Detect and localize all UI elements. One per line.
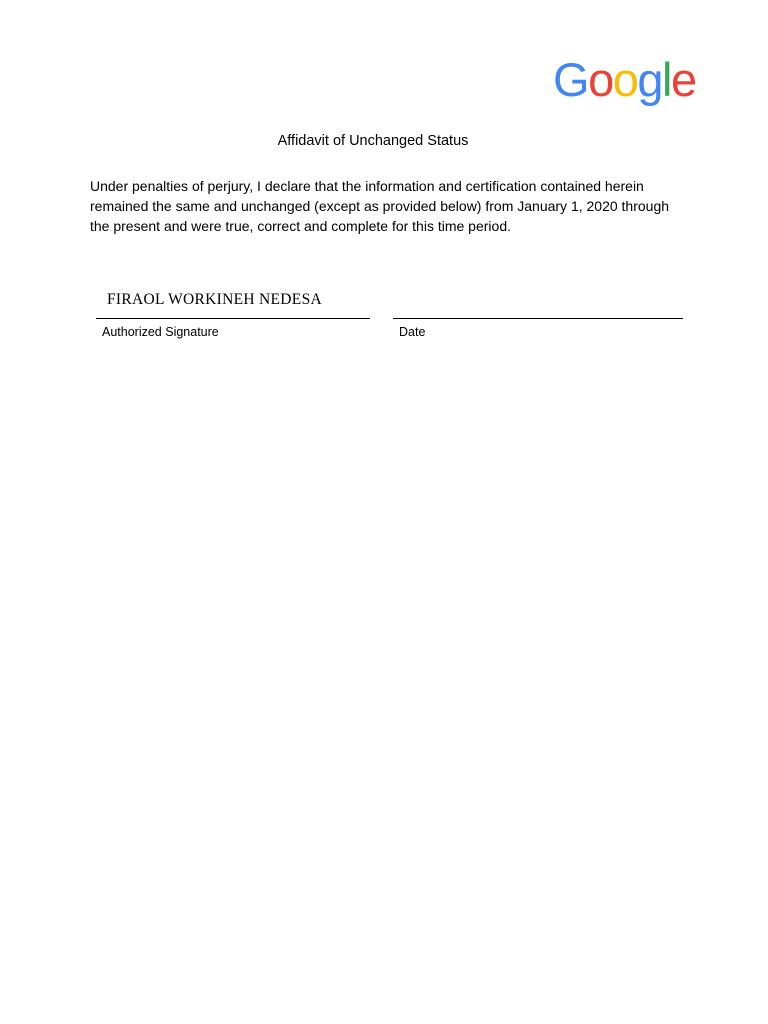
logo-letter: G	[553, 53, 589, 106]
body-line: Under penalties of perjury, I declare that the information and certification contained herein	[90, 178, 644, 194]
logo-letter: l	[661, 53, 671, 106]
body-line: remained the same and unchanged (except as provided below) from January 1, 2020 through	[90, 198, 670, 214]
date-line	[393, 318, 683, 319]
signature-line	[96, 318, 370, 319]
body-line: the present and were true, correct and complete for this time period.	[90, 218, 511, 234]
google-logo	[553, 53, 696, 106]
document-title: Affidavit of Unchanged Status	[277, 133, 469, 149]
logo-letter: o	[612, 53, 638, 106]
logo-letter: g	[637, 53, 662, 106]
affidavit-body	[90, 176, 690, 236]
authorized-signature-label: Authorized Signature	[102, 325, 219, 339]
date-label: Date	[399, 325, 426, 339]
logo-letter: o	[588, 53, 613, 106]
logo-letter: e	[670, 53, 696, 106]
signature-name: FIRAOL WORKINEH NEDESA	[107, 291, 322, 308]
